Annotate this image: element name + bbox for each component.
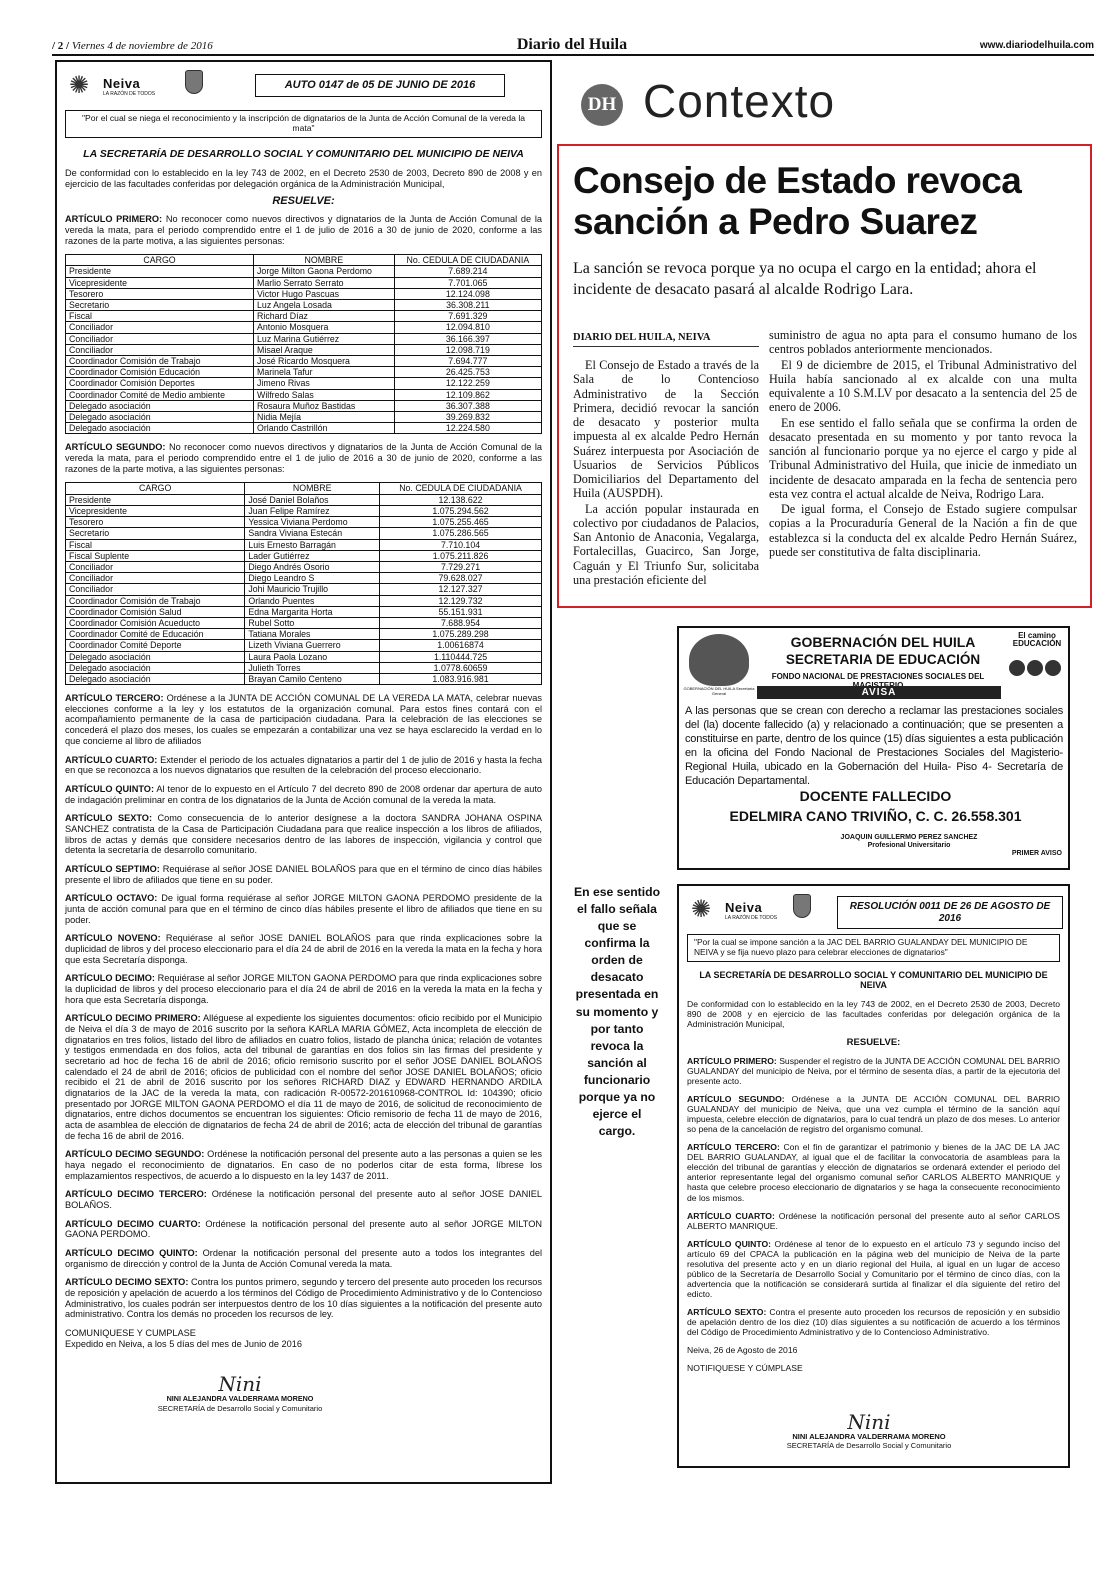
col-cargo: CARGO xyxy=(66,483,245,494)
cell-cargo: Delegado asociación xyxy=(66,673,245,684)
cell-nombre: Rubel Sotto xyxy=(245,617,380,628)
cell-cargo: Delegado asociación xyxy=(66,662,245,673)
article-clause: ARTÍCULO QUINTO: Al tenor de lo expuesto en el Artículo 7 del decreto 890 de 2008 ordenar dar apertura de auto de indagación preliminar en contra de los dignatarios de la Junta de Acción comunal de la vereda la mata. xyxy=(65,783,543,805)
cell-nombre: Lizeth Viviana Guerrero xyxy=(245,640,380,651)
cell-cedula: 36.308.211 xyxy=(394,300,541,311)
cell-nombre: José Ricardo Mosquera xyxy=(254,356,395,367)
cell-nombre: Misael Araque xyxy=(254,344,395,355)
auto-article-1: ARTÍCULO PRIMERO: No reconocer como nuevos directivos y dignatarios de la Junta de Acción Comunal de la vereda la mata, para el periodo comprendido entre el 1 de julio de 2016 a 30 de junio de 2020, conforme a las razones de la parte motiva, a las siguientes personas: xyxy=(65,214,542,246)
resolucion-notice xyxy=(677,884,1070,1468)
paragraph: En ese sentido el fallo señala que se confirma la orden de desacato presentada en su momento y por tanto revoca la sanción al funcionario porque ya no ejerce el cargo y pide al Tribunal Administrativo del Huila, que inicie de inmediato un incidente de desacato amparada en la fecha de sentencia pero esta vez contra el actual alcalde de Neiva, Rodrigo Lara. xyxy=(769,415,1077,501)
gob-signer-name: JOAQUIN GUILLERMO PEREZ SANCHEZ xyxy=(840,834,978,841)
table-row xyxy=(66,288,542,299)
cell-cedula: 39.269.832 xyxy=(394,412,541,423)
pull-quote: En ese sentido el fallo señala que se confirma la orden de desacato presentada en su momento y por tanto revoca la sanción al funcionario porque ya no ejerce el cargo. xyxy=(574,885,661,1139)
table-row xyxy=(66,573,542,584)
auto-expedido: Expedido en Neiva, a los 5 días del mes de Junio de 2016 xyxy=(65,1338,302,1349)
cell-nombre: Julieth Torres xyxy=(245,662,380,673)
cell-cargo: Coordinador Comité de Educación xyxy=(66,629,245,640)
header-rule xyxy=(52,54,1094,56)
cell-nombre: Brayan Camilo Centeno xyxy=(245,673,380,684)
table-row xyxy=(66,595,542,606)
logo-tag: LA RAZÓN DE TODOS xyxy=(103,91,156,97)
signer-name: NINI ALEJANDRA VALDERRAMA MORENO xyxy=(166,1394,314,1403)
table-row xyxy=(66,356,542,367)
cell-cedula: 12.098.719 xyxy=(394,344,541,355)
paragraph: suministro de agua no apta para el consumo humano de los centros poblados anteriormente mencionados. xyxy=(769,328,1077,357)
cell-cedula: 7.688.954 xyxy=(380,617,542,628)
cell-cargo: Fiscal xyxy=(66,311,254,322)
cell-nombre: Johi Mauricio Trujillo xyxy=(245,584,380,595)
auto-comuniquese: COMUNIQUESE Y CUMPLASE xyxy=(65,1328,196,1339)
gob-body: A las personas que se crean con derecho a reclamar las prestaciones sociales del (la) docente fallecido (a) y relacionado a continuación; que se presenten a constituirse en parte, dentro de los quince (15) días siguientes a esta publicación en la oficina del Fondo Nacional de Prestaciones Sociales del Magisterio- Regional Huila, ubicado en la Gobernación del Huila- Piso 4- Secretaría de Educación Departamental. xyxy=(685,705,1063,788)
cell-cedula: 1.00616874 xyxy=(380,640,542,651)
cell-cedula: 12.224.580 xyxy=(394,423,541,434)
cell-cargo: Vicepresidente xyxy=(66,277,254,288)
res-title: RESOLUCIÓN 0011 DE 26 DE AGOSTO DE 2016 xyxy=(837,896,1063,929)
cell-nombre: Victor Hugo Pascuas xyxy=(254,288,395,299)
byline-rule xyxy=(573,346,759,347)
cell-nombre: Edna Margarita Horta xyxy=(245,606,380,617)
cell-cargo: Conciliador xyxy=(66,333,254,344)
cell-cedula: 55.151.931 xyxy=(380,606,542,617)
auto-articles xyxy=(65,693,542,1320)
table-row xyxy=(66,389,542,400)
cell-cedula: 12.094.810 xyxy=(394,322,541,333)
col-cargo: CARGO xyxy=(66,255,254,266)
cell-nombre: Tatiana Morales xyxy=(245,629,380,640)
auto-resuelve: RESUELVE: xyxy=(272,195,335,208)
cell-cedula: 7.729.271 xyxy=(380,561,542,572)
cell-cedula: 12.127.327 xyxy=(380,584,542,595)
table-row xyxy=(66,322,542,333)
article-clause: ARTÍCULO TERCERO: Ordénese a la JUNTA DE ACCIÓN COMUNAL DE LA VEREDA LA MATA, celebrar nuevas elecciones conforme a la ley y los estatutos de la organización comunal. Para estos fines contará con el acompañamiento permanente de la casa de participación ciudadana. Para la celebración de las elecciones se concederá el plazo dos meses, los cuales se empezarán a contabilizar una vez se haya esclarecido la verdad en lo que concierne al libro de afiliados xyxy=(65,693,543,746)
cell-cedula: 1.075.286.565 xyxy=(380,528,542,539)
auto-article-2: ARTÍCULO SEGUNDO: No reconocer como nuevos directivos y dignatarios de la Junta de Acción Comunal de la vereda la mata, para el periodo comprendido entre el 1 de julio de 2016 a 30 de junio de 2020, conforme a las razones de la parte motiva, a las siguientes personas: xyxy=(65,442,542,474)
cell-cedula: 12.122.259 xyxy=(394,378,541,389)
cell-cargo: Delegado asociación xyxy=(66,400,254,411)
cell-cedula: 7.694.777 xyxy=(394,356,541,367)
cell-nombre: Rosaura Muñoz Bastidas xyxy=(254,400,395,411)
table-row xyxy=(66,584,542,595)
cell-cedula: 1.083.916.981 xyxy=(380,673,542,684)
table-row xyxy=(66,640,542,651)
cell-cargo: Delegado asociación xyxy=(66,423,254,434)
municipal-seal-icon xyxy=(185,70,203,94)
auto-intro: De conformidad con lo establecido en la ley 743 de 2002, en el Decreto 2530 de 2003, Decreto 890 de 2008 y en ejercicio de las facultades conferidas por delegación orgánica de la Administración Municipal, xyxy=(65,168,542,189)
article-clause: ARTÍCULO DECIMO CUARTO: Ordénese la notificación personal del presente auto al señor JORGE MILTON GAONA PERDOMO. xyxy=(65,1218,542,1240)
cell-nombre: Marlio Serrato Serrato xyxy=(254,277,395,288)
gob-title: GOBERNACIÓN DEL HUILA xyxy=(790,634,976,650)
cell-nombre: Orlando Castrillón xyxy=(254,423,395,434)
table-row xyxy=(66,517,542,528)
article-clause: ARTÍCULO DECIMO QUINTO: Ordenar la notificación personal del presente auto a todos los integrantes del organismo de dirección y control de la Junta de Acción Comunal vereda la mata. xyxy=(65,1248,542,1269)
table-row xyxy=(66,311,542,322)
cell-nombre: Laura Paola Lozano xyxy=(245,651,380,662)
cell-nombre: Antonio Mosquera xyxy=(254,322,395,333)
table-row xyxy=(66,561,542,572)
article-clause: ARTÍCULO QUINTO: Ordénese al tenor de lo expuesto en el artículo 73 y segundo inciso del artículo 69 del CPACA la publicación en la página web del municipio de Neiva de la parte resolutiva del presente acto y en un diario regional del Huila, al igual en un lugar de acceso público de la Secretaría de Desarrollo Social y Comunitario por el término de cinco días, con la advertencia que la notificación se considerará surtida al finalizar el día siguiente del retiro del edicto. xyxy=(687,1238,1060,1299)
cell-cedula: 79.628.027 xyxy=(380,573,542,584)
auto-notice xyxy=(55,60,552,1484)
res-header xyxy=(687,892,1060,934)
cell-nombre: Wilfredo Salas xyxy=(254,389,395,400)
gob-docente-name: EDELMIRA CANO TRIVIÑO, C. C. 26.558.301 xyxy=(729,808,1022,824)
neiva-star-icon: ✺ xyxy=(69,72,90,99)
cell-cedula: 1.075.289.298 xyxy=(380,629,542,640)
cell-cargo: Conciliador xyxy=(66,561,245,572)
res-resuelve: RESUELVE: xyxy=(846,1036,901,1048)
seal-icon xyxy=(1009,660,1025,676)
logo-tag: LA RAZÓN DE TODOS xyxy=(725,915,778,921)
res-articles xyxy=(687,1056,1060,1337)
article-clause: ARTÍCULO PRIMERO: Suspender el registro de la JUNTA DE ACCIÓN COMUNAL DEL BARRIO GUALANDAY del municipio de Neiva, por el término de sesenta días, a partir de la ejecutoria del presente acto. xyxy=(687,1055,1060,1087)
newspaper-name: Diario del Huila xyxy=(516,36,628,53)
article-clause: ARTÍCULO CUARTO: Ordénese la notificación personal del presente auto al señor CARLOS ALBERTO MANRIQUE. xyxy=(687,1210,1060,1231)
cell-cedula: 36.166.397 xyxy=(394,333,541,344)
article-clause: ARTÍCULO SEGUNDO: Ordénese a la JUNTA DE ACCIÓN COMUNAL DEL BARRIO GUALANDAY del municipio de Neiva, que una vez cumpla el término de la sanción aquí impuesta, celebre elección de dignatarios, para lo cual tendrá un plazo de dos meses. Lo anterior so pena de la cancelación de registro del organismo comunal. xyxy=(687,1094,1060,1135)
educacion-logo: El camino EDUCACIÓN xyxy=(1012,631,1062,648)
cell-nombre: Luz Angela Losada xyxy=(254,300,395,311)
signer-name: NINI ALEJANDRA VALDERRAMA MORENO xyxy=(792,1432,946,1441)
cell-cedula: 1.0778.60659 xyxy=(380,662,542,673)
article-headline: Consejo de Estado revoca sanción a Pedro Suarez xyxy=(573,160,1022,243)
cell-cedula: 7.691.329 xyxy=(394,311,541,322)
gob-docente-label: DOCENTE FALLECIDO xyxy=(799,788,952,804)
cell-cedula: 12.109.862 xyxy=(394,389,541,400)
cell-cargo: Coordinador Comisión Deportes xyxy=(66,378,254,389)
article-clause: ARTÍCULO DECIMO: Requiérase al señor JORGE MILTON GAONA PERDOMO para que rinda explicaciones sobre la duplicidad de libros y del proceso eleccionario para el día 24 de abril de 2016 en la vereda la mata en la fecha y hora que esta Secretaría disponga. xyxy=(65,973,543,1005)
contexto-section-header xyxy=(565,70,1092,136)
table-row xyxy=(66,378,542,389)
cell-cargo: Vicepresidente xyxy=(66,505,245,516)
dignatarios-table-2 xyxy=(65,482,542,685)
cell-cedula: 7.701.065 xyxy=(394,277,541,288)
article-column-2 xyxy=(769,328,1077,560)
quality-seals xyxy=(1009,660,1067,678)
cell-nombre: Orlando Puentes xyxy=(245,595,380,606)
signature-mark: Nini xyxy=(218,1372,262,1396)
article-clause: ARTÍCULO SEXTO: Como consecuencia de lo anterior desígnese a la doctora SANDRA JOHANA OSPINA SANCHEZ contratista de la Casa de Participación Ciudadana para que realice inspección a los libros de afiliados, libros de actas y demás que considere necesarios dentro de las labores de inspección, vigilancia y control que detenta la secretaría de desarrollo comunitario. xyxy=(65,813,542,856)
article-clause: ARTÍCULO NOVENO: Requiérase al señor JOSE DANIEL BOLAÑOS para que rinda explicaciones sobre la duplicidad de libros y del proceso eleccionario para el día 24 de abril de 2016 en la vereda la mata en la fecha y hora que esta Secretaría disponga. xyxy=(65,933,542,965)
res-intro: De conformidad con lo establecido en la ley 743 de 2002, en el Decreto 2530 de 2003, Decreto 890 de 2008 y en ejercicio de las facultades conferidas por delegación orgánica de la Administración Municipal, xyxy=(687,998,1060,1029)
cell-nombre: Juan Felipe Ramírez xyxy=(245,505,380,516)
table-row xyxy=(66,528,542,539)
gob-subtitle: SECRETARIA DE EDUCACIÓN xyxy=(785,652,981,667)
paragraph: El 9 de diciembre de 2015, el Tribunal Administrativo del Huila había sancionado al ex alcalde con una multa equivalente a 10 S.M.LV por desacato a la sentencia del 25 de enero de 2006. xyxy=(769,357,1077,415)
table-row xyxy=(66,412,542,423)
cell-cedula: 12.138.622 xyxy=(380,494,542,505)
seal-icon xyxy=(1045,660,1061,676)
table-row xyxy=(66,617,542,628)
page-date-line: / 2 / Viernes 4 de noviembre de 2016 xyxy=(52,40,213,52)
section-title: Contexto xyxy=(643,75,836,127)
cell-cedula: 12.129.732 xyxy=(380,595,542,606)
primer-aviso: PRIMER AVISO xyxy=(1011,850,1062,857)
cell-cargo: Conciliador xyxy=(66,584,245,595)
table-row xyxy=(66,651,542,662)
res-secretaria: LA SECRETARÍA DE DESARROLLO SOCIAL Y COMUNITARIO DEL MUNICIPIO DE NEIVA xyxy=(699,969,1048,991)
cell-nombre: Sandra Viviana Estecán xyxy=(245,528,380,539)
cell-nombre: Jimeno Rivas xyxy=(254,378,395,389)
table-row xyxy=(66,344,542,355)
logo-name: Neiva xyxy=(103,76,141,91)
table-row xyxy=(66,505,542,516)
paragraph: El Consejo de Estado a través de la Sala de lo Contencioso Administrativo de la Sección Primera, decidió revocar la sanción de desacato y posterior multa impuesta al ex alcalde Pedro Hernán Suárez interpuesta por Asociación de Usuarios de Servicios Públicos Domiciliarios del Departamento del Huila (AUSPDH). xyxy=(573,358,759,501)
cell-nombre: Nidia Mejía xyxy=(254,412,395,423)
cell-cargo: Tesorero xyxy=(66,288,254,299)
table-row xyxy=(66,673,542,684)
auto-title: AUTO 0147 de 05 DE JUNIO DE 2016 xyxy=(255,74,505,97)
article-clause: ARTÍCULO SEXTO: Contra el presente auto proceden los recursos de reposición y en subsidio de apelación dentro de los diez (10) días siguientes a su notificación de acuerdo a los términos del Código de Procedimiento Administrativo y de lo Contencioso Administrativo. xyxy=(687,1306,1060,1338)
cell-cargo: Fiscal xyxy=(66,539,245,550)
gob-signer xyxy=(809,834,1009,851)
cell-nombre: Diego Leandro S xyxy=(245,573,380,584)
article-clause: ARTÍCULO TERCERO: Con el fin de garantizar el patrimonio y bienes de la JAC DE LA JAC DEL BARRIO GUALANDAY, al igual que el de facilitar la convocatoria de asambleas para la elección del tribunal de garantías y elección de dignatarios se ordenará extender el periodo del anterior representante legal del organismo comunal señor CARLOS ALBERTO MANRIQUE y hasta que celebre proceso eleccionario de dignatarios y se haga la consecuente reconocimiento de los mismos. xyxy=(687,1142,1060,1203)
col-cedula: No. CEDULA DE CIUDADANIA xyxy=(394,255,541,266)
cell-cargo: Tesorero xyxy=(66,517,245,528)
article-deck: La sanción se revoca porque ya no ocupa el cargo en la entidad; ahora el incidente de desacato pasará al alcalde Rodrigo Lara. xyxy=(573,259,1037,298)
newspaper-url: www.diariodelhuila.com xyxy=(979,40,1094,51)
cell-cargo: Conciliador xyxy=(66,344,254,355)
article-clause: ARTÍCULO CUARTO: Extender el periodo de los actuales dignatarios a partir del 1 de julio de 2016 y hasta la fecha en que se reconozca a los nuevos dignatarios que resulten de la celebración del proceso eleccionario. xyxy=(65,754,542,776)
cell-cargo: Coordinador Comisión Acueducto xyxy=(66,617,245,628)
auto-secretaria: LA SECRETARÍA DE DESARROLLO SOCIAL Y COMUNITARIO DEL MUNICIPIO DE NEIVA xyxy=(83,147,524,160)
table-row xyxy=(66,662,542,673)
article-clause: ARTÍCULO DECIMO TERCERO: Ordénese la notificación personal del presente auto al señor JOSE DANIEL BOLAÑOS. xyxy=(65,1189,543,1211)
table-row xyxy=(66,300,542,311)
logo-name: Neiva xyxy=(725,900,763,915)
neiva-logo xyxy=(65,68,215,108)
cell-cargo: Coordinador Comisión de Trabajo xyxy=(66,356,254,367)
cell-cedula: 26.425.753 xyxy=(394,367,541,378)
table-row xyxy=(66,494,542,505)
cell-cargo: Conciliador xyxy=(66,573,245,584)
cell-cedula: 12.124.098 xyxy=(394,288,541,299)
table-row xyxy=(66,629,542,640)
news-article xyxy=(557,144,1092,608)
col-cedula: No. CEDULA DE CIUDADANIA xyxy=(380,483,542,494)
cell-nombre: Yessica Viviana Perdomo xyxy=(245,517,380,528)
auto-subtitle: "Por el cual se niega el reconocimiento y la inscripción de dignatarios de la Junta de Acción Comunal de la vereda la mata" xyxy=(65,110,542,138)
cell-nombre: Luis Ernesto Barragán xyxy=(245,539,380,550)
table-row xyxy=(66,606,542,617)
cell-nombre: Lader Gutiérrez xyxy=(245,550,380,561)
neiva-logo xyxy=(687,892,837,932)
cell-cargo: Conciliador xyxy=(66,322,254,333)
cell-cargo: Fiscal Suplente xyxy=(66,550,245,561)
res-fecha: Neiva, 26 de Agosto de 2016 xyxy=(687,1345,798,1356)
cell-cargo: Secretario xyxy=(66,300,254,311)
table-row xyxy=(66,367,542,378)
cell-cargo: Secretario xyxy=(66,528,245,539)
crest-label: GOBERNACIÓN DEL HUILA Secretaría General xyxy=(683,686,755,696)
cell-nombre: Luz Marina Gutiérrez xyxy=(254,333,395,344)
res-signature xyxy=(759,1410,979,1450)
cell-cedula: 1.075.255.465 xyxy=(380,517,542,528)
gob-fondo: FONDO NACIONAL DE PRESTACIONES SOCIALES DEL xyxy=(771,672,985,681)
cell-cargo: Presidente xyxy=(66,266,254,277)
municipal-seal-icon xyxy=(793,894,811,918)
auto-signature xyxy=(130,1372,350,1413)
cell-nombre: Marinela Tafur xyxy=(254,367,395,378)
paragraph: La acción popular instaurada en colectivo por ciudadanos de Palacios, San Antonio de Anaconia, Vegalarga, Fortalecillas, Guacirco, San Jorge, Caguán y El Triunfo Sur, solicitaba una prestación eficiente del xyxy=(573,501,759,587)
cell-nombre: Jorge Milton Gaona Perdomo xyxy=(254,266,395,277)
cell-cargo: Coordinador Comisión de Trabajo xyxy=(66,595,245,606)
signer-role: SECRETARÍA de Desarrollo Social y Comunitario xyxy=(157,1403,323,1413)
gob-avisa: AVISA xyxy=(757,686,1001,699)
neiva-star-icon: ✺ xyxy=(691,896,712,923)
dignatarios-table-1 xyxy=(65,254,542,434)
paragraph: De igual forma, el Consejo de Estado sugiere compulsar copias a la Procuraduría General de la Nación a fin de que establezca si la conducta del ex alcalde Pedro Hernán Suárez, puede ser constitutiva de falta disciplinaria. xyxy=(769,502,1077,559)
article-clause: ARTÍCULO DECIMO SEGUNDO: Ordénese la notificación personal del presente auto a las personas a quien se les haya negado el reconocimiento de dignatarios. En caso de no poderlos citar de esta forma, líbrese los emplazamientos respectivos, de acuerdo a lo dispuesto en la ley 1437 de 2011. xyxy=(65,1149,542,1181)
table-row xyxy=(66,266,542,277)
table-row xyxy=(66,550,542,561)
cell-cargo: Presidente xyxy=(66,494,245,505)
table-row xyxy=(66,423,542,434)
article-byline: DIARIO DEL HUILA, NEIVA xyxy=(573,332,711,343)
signer-role: SECRETARÍA de Desarrollo Social y Comunitario xyxy=(786,1441,952,1450)
gobernacion-notice xyxy=(677,626,1070,870)
res-notifiquese: NOTIFIQUESE Y CÚMPLASE xyxy=(687,1363,803,1374)
table-row xyxy=(66,400,542,411)
cell-nombre: José Daniel Bolaños xyxy=(245,494,380,505)
huila-crest-icon xyxy=(689,634,749,686)
table-row xyxy=(66,333,542,344)
article-clause: ARTÍCULO DECIMO PRIMERO: Alléguese al expediente los siguientes documentos: oficio recibido por el Municipio de Neiva el día 3 de mayo de 2016 suscrito por la señora KARLA MARIA GÓMEZ, Acta incompleta de elección de dignatarios en tres folios, listado del libro de afiliados en cuatro folios, listado de plancha única; relación de votantes y testigos enmendada en dos folios, acta del tribunal de garantías en dos folios sin las firmas del presidente y secretario ad hoc de fecha 16 de abril de 2016; oficio remisorio suscrito por el señor JOSE DANIEL BOLAÑOS calendado el 24 de abril de 2016; oficios de publicidad con el nombre del señor JOSE DANIEL BOLAÑOS; oficio recibido el 21 de abril de 2016 suscrito por los señores RICHARD DIAZ y EDWARD HERNANDO ARDILA dignatarios de la JAC de la vereda la mata, con radicación R-00572-201610968-CONTROL Id: 104390; oficio presentado por JORGE MILTON GAONA PERDOMO el día 11 de mayo de 2016, de solicitud de reconocimiento de dignatarios, entre dichos documentos se encuentran los siguientes: Oficio remisorio de fecha 11 de mayo de 2016, acta de asamblea de elección de dignatarios de fecha 24 de abril de 2016; acta de elección del tribunal de garantías de fecha 16 de abril de 2016. xyxy=(65,1013,543,1141)
cell-cedula: 1.075.294.562 xyxy=(380,505,542,516)
gob-signer-role: Profesional Universitario xyxy=(867,842,951,850)
col-nombre: NOMBRE xyxy=(245,483,380,494)
res-subtitle: "Por la cual se impone sanción a la JAC DEL BARRIO GUALANDAY DEL MUNICIPIO DE NEIVA y se fija nuevo plazo para celebrar elecciones de dignatarios" xyxy=(687,934,1060,962)
article-column-1 xyxy=(573,358,759,588)
cell-cedula: 1.075.211.826 xyxy=(380,550,542,561)
seal-icon xyxy=(1027,660,1043,676)
cell-cargo: Delegado asociación xyxy=(66,412,254,423)
auto-header xyxy=(65,68,542,110)
cell-cedula: 7.689.214 xyxy=(394,266,541,277)
article-clause: ARTÍCULO DECIMO SEXTO: Contra los puntos primero, segundo y tercero del presente auto proceden los recursos de reposición y apelación de acuerdo a los términos del Código de Procedimiento Administrativo y de lo Contencioso Administrativo, los cuales podrán ser interpuestos dentro de los 10 días siguientes a la notificación del presente auto administrativo. Contra los demás no proceden los recursos de ley. xyxy=(65,1277,542,1320)
cell-cedula: 1.110444.725 xyxy=(380,651,542,662)
cell-cargo: Coordinador Comisión Educación xyxy=(66,367,254,378)
col-nombre: NOMBRE xyxy=(254,255,395,266)
dh-badge: DH xyxy=(581,84,623,126)
cell-nombre: Richard Díaz xyxy=(254,311,395,322)
signature-mark: Nini xyxy=(847,1410,891,1434)
table-row xyxy=(66,277,542,288)
cell-cedula: 36.307.388 xyxy=(394,400,541,411)
table-row xyxy=(66,539,542,550)
cell-cargo: Delegado asociación xyxy=(66,651,245,662)
article-clause: ARTÍCULO SEPTIMO: Requiérase al señor JOSE DANIEL BOLAÑOS para que en el término de cinco días hábiles presente el libro de afiliados que tiene en su poder. xyxy=(65,863,542,885)
cell-cargo: Coordinador Comité de Medio ambiente xyxy=(66,389,254,400)
cell-cargo: Coordinador Comité Deporte xyxy=(66,640,245,651)
article-clause: ARTÍCULO OCTAVO: De igual forma requiérase al señor JORGE MILTON GAONA PERDOMO presidente de la junta de acción comunal para que en el término de cinco días hábiles presente el libro de afiliados que tiene en su poder. xyxy=(65,893,542,925)
cell-cargo: Coordinador Comisión Salud xyxy=(66,606,245,617)
cell-cedula: 7.710.104 xyxy=(380,539,542,550)
cell-nombre: Diego Andrés Osorio xyxy=(245,561,380,572)
